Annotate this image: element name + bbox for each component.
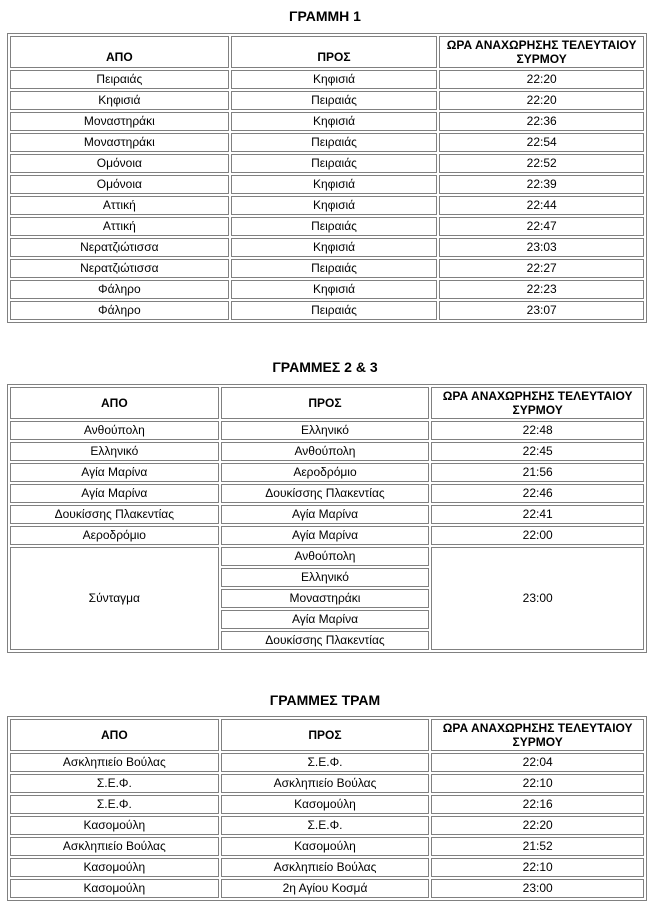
departure-time: 22:36 — [439, 112, 644, 131]
from-station: Αεροδρόμιο — [10, 526, 219, 545]
to-station: Αγία Μαρίνα — [221, 505, 430, 524]
departure-time: 22:46 — [431, 484, 644, 503]
line23-table — [7, 384, 647, 653]
table-row — [10, 526, 644, 545]
departure-time: 22:39 — [439, 175, 644, 194]
tram-title: ΓΡΑΜΜΕΣ ΤΡΑΜ — [269, 692, 381, 708]
table-row — [10, 421, 644, 440]
header-to: ΠΡΟΣ — [221, 387, 430, 419]
departure-time: 22:10 — [431, 774, 644, 793]
table-row — [10, 91, 644, 110]
table-row — [10, 238, 644, 257]
to-station: Αεροδρόμιο — [221, 463, 430, 482]
tram-table — [7, 716, 647, 901]
departure-time: 21:56 — [431, 463, 644, 482]
from-station: Σ.Ε.Φ. — [10, 774, 219, 793]
table-row — [10, 753, 644, 772]
header-to: ΠΡΟΣ — [231, 36, 438, 68]
from-station: Ανθούπολη — [10, 421, 219, 440]
to-station: Δουκίσσης Πλακεντίας — [221, 631, 430, 650]
to-station: Πειραιάς — [231, 133, 438, 152]
from-station: Φάληρο — [10, 280, 229, 299]
departure-time: 22:41 — [431, 505, 644, 524]
departure-time: 22:45 — [431, 442, 644, 461]
from-station: Κηφισιά — [10, 91, 229, 110]
from-station: Ελληνικό — [10, 442, 219, 461]
header-from: ΑΠΟ — [10, 719, 219, 751]
table-row — [10, 879, 644, 898]
departure-time: 23:00 — [431, 879, 644, 898]
from-station: Σ.Ε.Φ. — [10, 795, 219, 814]
to-station: Πειραιάς — [231, 91, 438, 110]
to-station: Μοναστηράκι — [221, 589, 430, 608]
table-row — [10, 484, 644, 503]
from-station: Ομόνοια — [10, 175, 229, 194]
table-row — [10, 837, 644, 856]
departure-time: 22:54 — [439, 133, 644, 152]
departure-time: 22:00 — [431, 526, 644, 545]
table-row — [10, 112, 644, 131]
departure-time: 22:10 — [431, 858, 644, 877]
table-row — [10, 301, 644, 320]
from-station: Αττική — [10, 217, 229, 236]
from-station: Μοναστηράκι — [10, 133, 229, 152]
header-from: ΑΠΟ — [10, 387, 219, 419]
departure-time: 22:16 — [431, 795, 644, 814]
header-row — [10, 719, 644, 751]
header-time: ΩΡΑ ΑΝΑΧΩΡΗΣΗΣ ΤΕΛΕΥΤΑΙΟΥ ΣΥΡΜΟΥ — [439, 36, 644, 68]
header-row — [10, 387, 644, 419]
from-station: Νερατζιώτισσα — [10, 238, 229, 257]
departure-time: 22:20 — [439, 91, 644, 110]
to-station: Κηφισιά — [231, 70, 438, 89]
departure-time: 22:20 — [431, 816, 644, 835]
departure-time: 23:03 — [439, 238, 644, 257]
from-station: Πειραιάς — [10, 70, 229, 89]
to-station: Ελληνικό — [221, 568, 430, 587]
to-station: Πειραιάς — [231, 154, 438, 173]
to-station: Κασομούλη — [221, 795, 430, 814]
to-station: Κηφισιά — [231, 175, 438, 194]
from-station: Αγία Μαρίνα — [10, 484, 219, 503]
to-station: Πειραιάς — [231, 259, 438, 278]
header-from: ΑΠΟ — [10, 36, 229, 68]
from-station: Αττική — [10, 196, 229, 215]
to-station: Σ.Ε.Φ. — [221, 816, 430, 835]
to-station: Αγία Μαρίνα — [221, 610, 430, 629]
table-row — [10, 175, 644, 194]
to-station: Ελληνικό — [221, 421, 430, 440]
to-station: Αγία Μαρίνα — [221, 526, 430, 545]
departure-time: 22:04 — [431, 753, 644, 772]
to-station: Κασομούλη — [221, 837, 430, 856]
departure-time: 22:20 — [439, 70, 644, 89]
header-time: ΩΡΑ ΑΝΑΧΩΡΗΣΗΣ ΤΕΛΕΥΤΑΙΟΥ ΣΥΡΜΟΥ — [431, 387, 644, 419]
to-station: Κηφισιά — [231, 238, 438, 257]
line1-table — [7, 33, 647, 323]
table-row — [10, 196, 644, 215]
from-station: Νερατζιώτισσα — [10, 259, 229, 278]
from-station: Ομόνοια — [10, 154, 229, 173]
table-row — [10, 795, 644, 814]
to-station: Κηφισιά — [231, 112, 438, 131]
to-station: Ασκληπιείο Βούλας — [221, 858, 430, 877]
to-station: Κηφισιά — [231, 280, 438, 299]
table-row — [10, 442, 644, 461]
table-row — [10, 154, 644, 173]
table-row — [10, 816, 644, 835]
departure-time: 22:27 — [439, 259, 644, 278]
from-station: Φάληρο — [10, 301, 229, 320]
departure-time: 22:47 — [439, 217, 644, 236]
to-station: Πειραιάς — [231, 217, 438, 236]
departure-time: 22:52 — [439, 154, 644, 173]
to-station: 2η Αγίου Κοσμά — [221, 879, 430, 898]
table-row — [10, 774, 644, 793]
line1-title: ΓΡΑΜΜΗ 1 — [289, 8, 361, 24]
table-row — [10, 70, 644, 89]
to-station: Ανθούπολη — [221, 547, 430, 566]
departure-time: 22:48 — [431, 421, 644, 440]
departure-time: 21:52 — [431, 837, 644, 856]
from-station: Κασομούλη — [10, 816, 219, 835]
from-station: Δουκίσσης Πλακεντίας — [10, 505, 219, 524]
table-row — [10, 547, 644, 566]
line23-title: ΓΡΑΜΜΕΣ 2 & 3 — [272, 359, 378, 375]
to-station: Ανθούπολη — [221, 442, 430, 461]
from-station: Κασομούλη — [10, 879, 219, 898]
table-row — [10, 858, 644, 877]
header-time: ΩΡΑ ΑΝΑΧΩΡΗΣΗΣ ΤΕΛΕΥΤΑΙΟΥ ΣΥΡΜΟΥ — [431, 719, 644, 751]
table-row — [10, 505, 644, 524]
to-station: Δουκίσσης Πλακεντίας — [221, 484, 430, 503]
to-station: Κηφισιά — [231, 196, 438, 215]
from-station: Αγία Μαρίνα — [10, 463, 219, 482]
table-row — [10, 133, 644, 152]
header-to: ΠΡΟΣ — [221, 719, 430, 751]
from-station: Σύνταγμα — [10, 547, 219, 650]
departure-time: 23:00 — [431, 547, 644, 650]
to-station: Σ.Ε.Φ. — [221, 753, 430, 772]
header-row — [10, 36, 644, 68]
table-row — [10, 280, 644, 299]
departure-time: 22:23 — [439, 280, 644, 299]
from-station: Ασκληπιείο Βούλας — [10, 837, 219, 856]
table-row — [10, 463, 644, 482]
from-station: Ασκληπιείο Βούλας — [10, 753, 219, 772]
to-station: Ασκληπιείο Βούλας — [221, 774, 430, 793]
from-station: Κασομούλη — [10, 858, 219, 877]
to-station: Πειραιάς — [231, 301, 438, 320]
departure-time: 23:07 — [439, 301, 644, 320]
table-row — [10, 259, 644, 278]
table-row — [10, 217, 644, 236]
from-station: Μοναστηράκι — [10, 112, 229, 131]
departure-time: 22:44 — [439, 196, 644, 215]
